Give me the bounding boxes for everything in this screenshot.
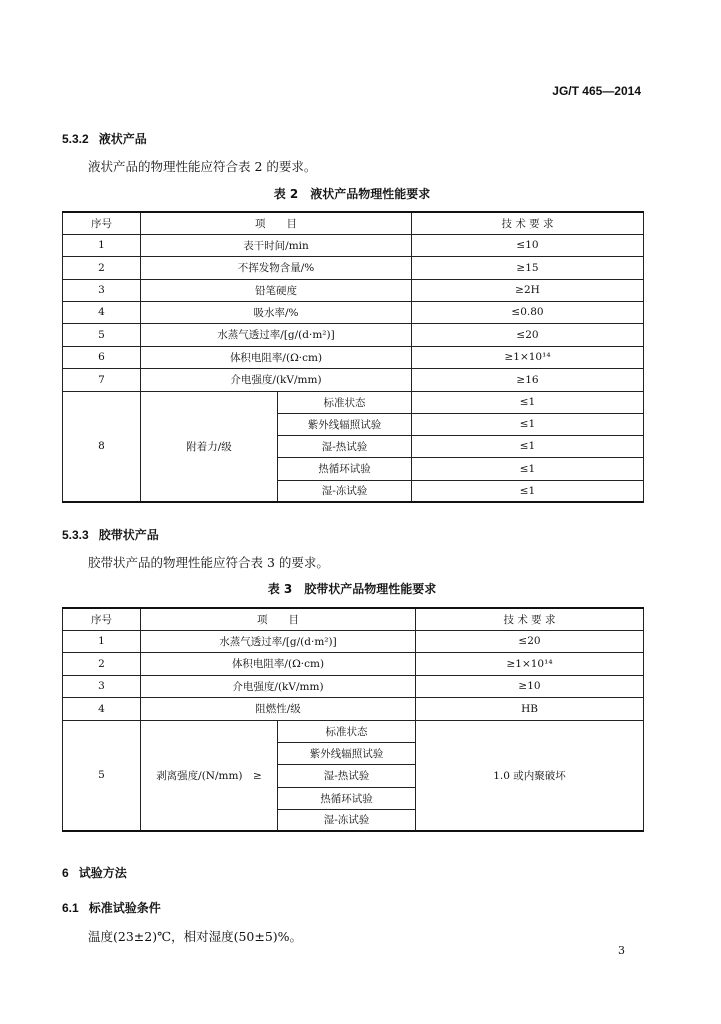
page-number: 3 [618,944,625,957]
table-row [63,675,644,697]
row-requirement: ≥1×10¹⁴ [412,346,644,368]
table-row [63,720,644,742]
table-row [63,256,644,279]
row-condition: 湿-冻试验 [278,809,416,831]
section-title: 胶带状产品 [98,528,159,542]
row-requirement: ≥15 [412,256,644,279]
table-row [63,346,644,368]
section-title: 液状产品 [98,132,147,146]
row-requirement: ≤1 [412,480,644,502]
table-header-requirement: 技 术 要 求 [412,212,644,234]
table-row [63,368,644,391]
table-3-caption: 表 3 胶带状产品物理性能要求 [267,582,437,596]
row-item: 水蒸气透过率/[g/(d·m²)] [141,630,416,652]
row-item: 介电强度/(kV/mm) [141,368,412,391]
row-requirement: ≥1×10¹⁴ [416,652,644,675]
row-item: 体积电阻率/(Ω·cm) [141,346,412,368]
table-header-no: 序号 [63,212,141,234]
row-requirement: ≤1 [412,391,644,413]
row-number: 4 [63,697,141,720]
row-number: 3 [63,675,141,697]
row-condition: 紫外线辐照试验 [278,413,412,435]
row-number: 8 [63,391,141,502]
row-requirement: ≤1 [412,413,644,435]
row-requirement: 1.0 或内聚破坏 [416,720,644,831]
table-2-caption: 表 2 液状产品物理性能要求 [273,187,431,201]
row-condition: 热循环试验 [278,787,416,809]
section-number: 6.1 [62,901,79,915]
row-number: 5 [63,720,141,831]
row-number: 4 [63,301,141,323]
table-row [63,279,644,301]
section-number: 5.3.2 [62,132,89,146]
row-item: 阻燃性/级 [141,697,416,720]
table-row [63,652,644,675]
row-requirement: ≤20 [412,323,644,346]
section-number: 6 [62,866,69,880]
section-6-heading [62,864,127,881]
row-number: 7 [63,368,141,391]
row-item: 附着力/级 [141,391,278,502]
row-requirement: HB [416,697,644,720]
section-6-1-paragraph: 温度(23±2)℃，相对湿度(50±5)%。 [88,929,303,944]
row-item: 水蒸气透过率/[g/(d·m²)] [141,323,412,346]
row-condition: 紫外线辐照试验 [278,742,416,764]
row-item: 表干时间/min [141,234,412,256]
row-requirement: ≤1 [412,457,644,480]
row-condition: 热循环试验 [278,457,412,480]
standard-number: JG/T 465—2014 [552,84,641,98]
table-2 [62,211,644,503]
row-requirement: ≤20 [416,630,644,652]
row-item: 剥离强度/(N/mm) ≥ [141,720,278,831]
table-row [63,323,644,346]
row-number: 2 [63,256,141,279]
row-item: 介电强度/(kV/mm) [141,675,416,697]
table-header-item: 项 目 [141,608,416,630]
row-condition: 标准状态 [278,720,416,742]
row-requirement: ≤10 [412,234,644,256]
table-row [63,301,644,323]
table-header-item: 项 目 [141,212,412,234]
row-item: 不挥发物含量/% [141,256,412,279]
section-number: 5.3.3 [62,528,89,542]
row-requirement: ≥16 [412,368,644,391]
row-number: 1 [63,630,141,652]
section-6-1-heading [62,899,161,916]
table-row [63,234,644,256]
row-requirement: ≤0.80 [412,301,644,323]
row-number: 5 [63,323,141,346]
table-row [63,391,644,413]
row-condition: 湿-热试验 [278,435,412,457]
row-requirement: ≥10 [416,675,644,697]
row-condition: 湿-冻试验 [278,480,412,502]
table-row [63,630,644,652]
section-5-3-3-paragraph: 胶带状产品的物理性能应符合表 3 的要求。 [88,555,329,570]
table-header-no: 序号 [63,608,141,630]
table-row [63,697,644,720]
row-condition: 标准状态 [278,391,412,413]
row-item: 铅笔硬度 [141,279,412,301]
row-requirement: ≤1 [412,435,644,457]
row-requirement: ≥2H [412,279,644,301]
row-condition: 湿-热试验 [278,764,416,787]
row-item: 体积电阻率/(Ω·cm) [141,652,416,675]
table-header-requirement: 技 术 要 求 [416,608,644,630]
section-5-3-2-paragraph: 液状产品的物理性能应符合表 2 的要求。 [88,159,317,174]
row-number: 2 [63,652,141,675]
table-3 [62,607,644,832]
section-5-3-3-heading [62,526,159,543]
row-item: 吸水率/% [141,301,412,323]
section-title: 标准试验条件 [88,901,161,915]
row-number: 1 [63,234,141,256]
row-number: 6 [63,346,141,368]
row-number: 3 [63,279,141,301]
section-title: 试验方法 [78,866,127,880]
section-5-3-2-heading [62,130,147,147]
